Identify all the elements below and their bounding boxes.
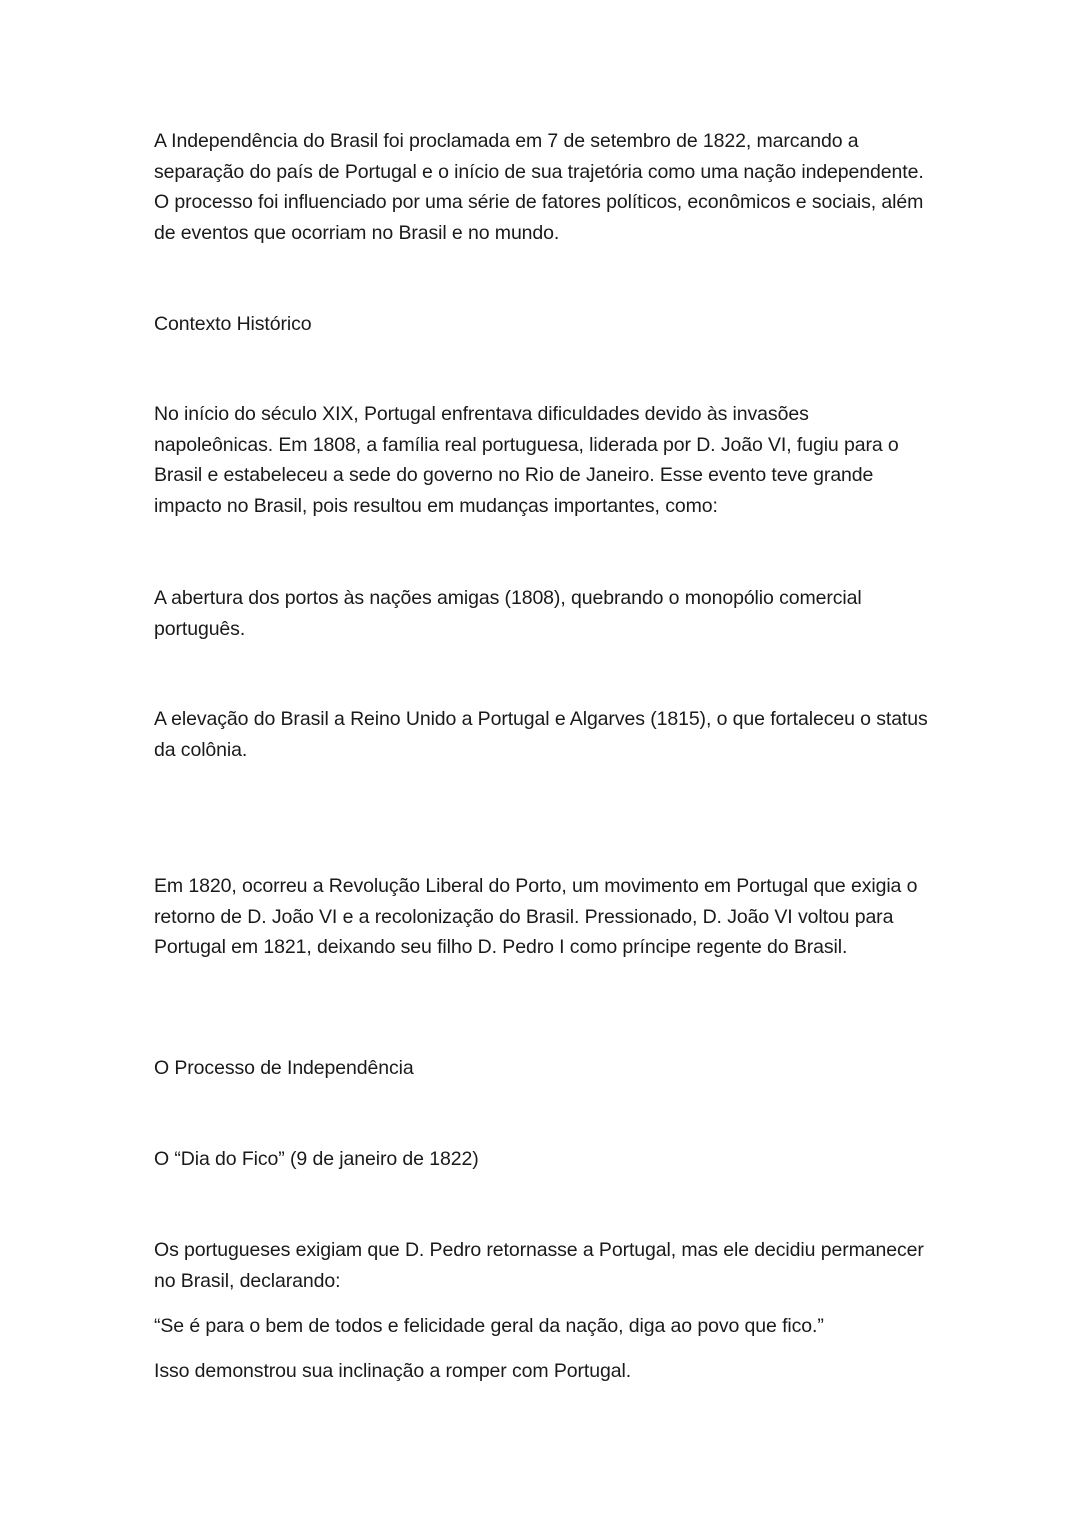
item-abertura-portos: A abertura dos portos às nações amigas (1808), quebrando o monopólio comercial português. — [154, 587, 862, 640]
item-elevacao-reino-unido: A elevação do Brasil a Reino Unido a Portugal e Algarves (1815), o que fortaleceu o status da colônia. — [154, 708, 928, 761]
dia-do-fico-paragraph: Os portugueses exigiam que D. Pedro retornasse a Portugal, mas ele decidiu permanecer no Brasil, declarando: — [154, 1239, 924, 1292]
intro-paragraph: A Independência do Brasil foi proclamada em 7 de setembro de 1822, marcando a separação do país de Portugal e o início de sua trajetória como uma nação independente. O processo foi influenciado por uma série de fatores políticos, econômicos e sociais, além de eventos que ocorriam no Brasil e no mundo. — [154, 130, 924, 244]
conclusion-line: Isso demonstrou sua inclinação a romper com Portugal. — [154, 1360, 632, 1382]
subheading-dia-do-fico: O “Dia do Fico” (9 de janeiro de 1822) — [154, 1148, 479, 1170]
section-heading-processo: O Processo de Independência — [154, 1057, 414, 1079]
section-heading-contexto-historico: Contexto Histórico — [154, 313, 312, 335]
revolucao-liberal-paragraph: Em 1820, ocorreu a Revolução Liberal do Porto, um movimento em Portugal que exigia o retorno de D. João VI e a recolonização do Brasil. Pressionado, D. João VI voltou para Portugal em 1821, deixando seu filho D. Pedro I como príncipe regente do Brasil. — [154, 875, 918, 959]
fico-quote: “Se é para o bem de todos e felicidade geral da nação, diga ao povo que fico.” — [154, 1315, 824, 1337]
context-paragraph: No início do século XIX, Portugal enfrentava dificuldades devido às invasões napoleônicas. Em 1808, a família real portuguesa, liderada por D. João VI, fugiu para o Brasil e estabeleceu a sede do governo no Rio de Janeiro. Esse evento teve grande impacto no Brasil, pois resultou em mudanças importantes, como: — [154, 403, 899, 517]
